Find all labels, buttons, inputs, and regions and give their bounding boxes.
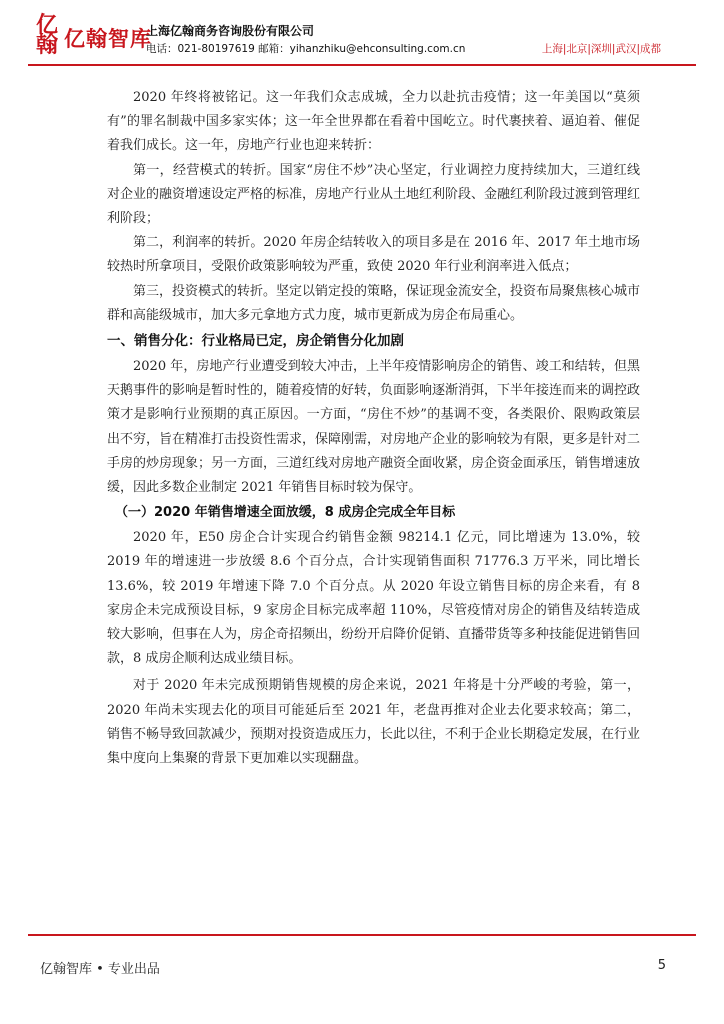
contact-info: 电话：021-80197619 邮箱：yihanzhiku@ehconsulting.com.cn: [146, 43, 466, 55]
subsection-heading: （一）2020 年销售增速全面放缓，8 成房企完成全年目标: [115, 505, 456, 521]
page-header: [0, 0, 724, 64]
subsection-paragraph: 对于 2020 年未完成预期销售规模的房企来说，2021 年将是十分严峻的考验，第一，2020 年尚未实现去化的项目可能延后至 2021 年，老盘再推对企业去化要求较高；第二，销售不畅导致回款减少，预期对投资造成压力，长此以往，不利于企业长期稳定发展，在行业集中度向上集聚的背景下更加难以实现翻盘。: [107, 678, 641, 767]
intro-paragraph: 2020 年终将被铭记。这一年我们众志成城，全力以赴抗击疫情；这一年美国以“莫须有”的罪名制裁中国多家实体；这一年全世界都在看着中国屹立。时代裹挟着、逼迫着、催促着我们成长。这一年，房地产行业也迎来转折：: [107, 90, 640, 154]
company-logo: [36, 13, 158, 58]
company-name: 上海亿翰商务咨询股份有限公司: [146, 24, 315, 38]
subsection-paragraph: 2020 年，E50 房企合计实现合约销售金额 98214.1 亿元，同比增速为 13.0%，较 2019 年的增速进一步放缓 8.6 个百分点，合计实现销售面积 71776.3 万平米，同比增长 13.6%，较 2019 年增速下降 7.0 个百分点。从 2020 年设立销售目标的房企来看，有 8 家房企未完成预设目标，9 家房企目标完成率超 110%，尽管疫情对房企的销售及结转造成较大影响，但事在人为，房企奇招频出，纷纷开启降价促销、直播带货等多种技能促进销售回款，8 成房企顺利达成业绩目标。: [107, 530, 641, 667]
intro-paragraph: 第一，经营模式的转折。国家“房住不炒”决心坚定，行业调控力度持续加大，三道红线对企业的融资增速设定严格的标准，房地产行业从土地红利阶段、金融红利阶段过渡到管理红利阶段；: [107, 162, 641, 227]
office-cities: 上海|北京|深圳|武汉|成都: [541, 43, 661, 55]
footer-brand: 亿翰智库 • 专业出品: [40, 962, 160, 977]
document-body: [107, 86, 640, 771]
header-divider: [28, 64, 696, 66]
intro-paragraph: 第二，利润率的转折。2020 年房企结转收入的项目多是在 2016 年、2017 年土地市场较热时所拿项目，受限价政策影响较为严重，致使 2020 年行业利润率进入低点；: [107, 235, 640, 275]
footer-divider: [28, 934, 696, 936]
logo-text: 亿翰智库: [64, 27, 152, 51]
page-number: 5: [657, 958, 666, 973]
intro-paragraph: 第三，投资模式的转折。坚定以销定投的策略，保证现金流安全，投资布局聚焦核心城市群和高能级城市，加大多元拿地方式力度，城市更新成为房企布局重心。: [107, 283, 641, 323]
logo-mark: 亿翰: [36, 13, 59, 58]
section-paragraph: 2020 年，房地产行业遭受到较大冲击，上半年疫情影响房企的销售、竣工和结转，但黑天鹅事件的影响是暂时性的，随着疫情的好转，负面影响逐渐消弭，下半年接连而来的调控政策才是影响行业预期的真正原因。一方面，“房住不炒”的基调不变，各类限价、限购政策层出不穷，旨在精准打击投资性需求，保障刚需，对房地产企业的影响较为有限，更多是针对二手房的炒房现象；另一方面，三道红线对房地产融资全面收紧，房企资金面承压，销售增速放缓，因此多数企业制定 2021 年销售目标时较为保守。: [107, 359, 641, 496]
section-heading: 一、销售分化：行业格局已定，房企销售分化加剧: [107, 333, 404, 350]
